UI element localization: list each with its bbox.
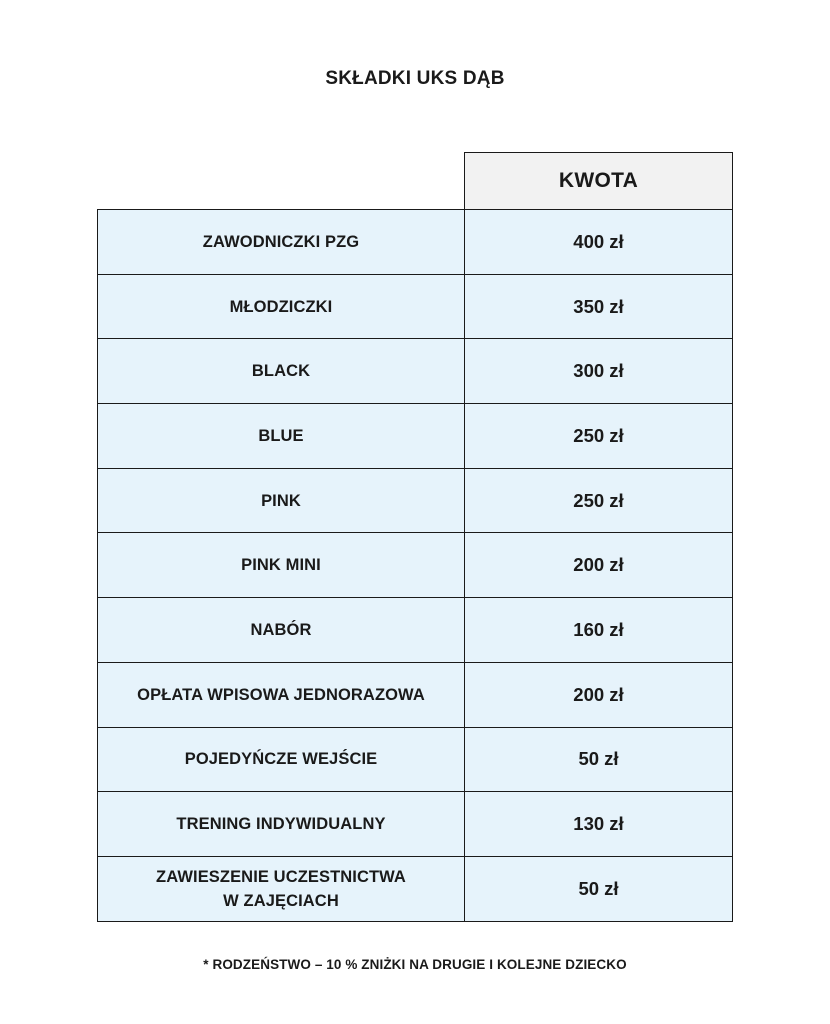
fee-amount-cell: 400 zł [465,210,733,275]
fee-amount-cell: 300 zł [465,339,733,404]
fee-category-cell [98,662,465,727]
fee-category-cell [98,339,465,404]
fee-category-label: PINK [261,491,301,510]
fee-category-cell [98,856,465,921]
table-row [98,404,733,469]
table-row [98,210,733,275]
fee-table-body [98,210,733,922]
fee-amount-cell: 50 zł [465,727,733,792]
fee-category-cell [98,404,465,469]
fee-amount-cell: 250 zł [465,468,733,533]
blank-header-cell [98,153,465,210]
fee-category-label: W ZAJĘCIACH [223,891,339,910]
sibling-discount-footnote: * RODZEŃSTWO – 10 % ZNIŻKI NA DRUGIE I KOLEJNE DZIECKO [203,957,627,972]
fee-amount-cell: 50 zł [465,856,733,921]
fee-table [97,152,733,922]
fee-category-label: NABÓR [250,620,312,639]
fee-category-label: PINK MINI [241,556,321,575]
fee-amount-cell: 200 zł [465,662,733,727]
table-row [98,727,733,792]
fee-category-label: BLUE [258,426,304,445]
amount-column-header: KWOTA [465,153,733,210]
table-row [98,274,733,339]
fee-category-label: MŁODZICZKI [229,297,333,316]
fee-amount-cell: 250 zł [465,404,733,469]
fee-amount-cell: 160 zł [465,598,733,663]
table-header-row [98,153,733,210]
page-title: SKŁADKI UKS DĄB [325,68,505,89]
fee-amount-cell: 130 zł [465,792,733,857]
fee-category-label: POJEDYŃCZE WEJŚCIE [184,750,378,769]
table-row [98,662,733,727]
table-row [98,533,733,598]
table-row [98,856,733,921]
fee-category-cell [98,468,465,533]
fee-amount-cell: 200 zł [465,533,733,598]
fee-amount-cell: 350 zł [465,274,733,339]
fee-category-label: ZAWODNICZKI PZG [202,232,360,251]
table-row [98,792,733,857]
fee-category-label: BLACK [251,362,311,381]
fee-category-cell [98,533,465,598]
fee-category-cell [98,727,465,792]
table-row [98,598,733,663]
fee-category-cell [98,274,465,339]
table-row [98,468,733,533]
fee-category-cell [98,792,465,857]
fee-category-label: OPŁATA WPISOWA JEDNORAZOWA [137,685,425,704]
fee-category-label: TRENING INDYWIDUALNY [176,815,386,834]
fee-category-cell [98,598,465,663]
fee-category-label: ZAWIESZENIE UCZESTNICTWA [156,867,406,886]
table-row [98,339,733,404]
fee-category-cell [98,210,465,275]
